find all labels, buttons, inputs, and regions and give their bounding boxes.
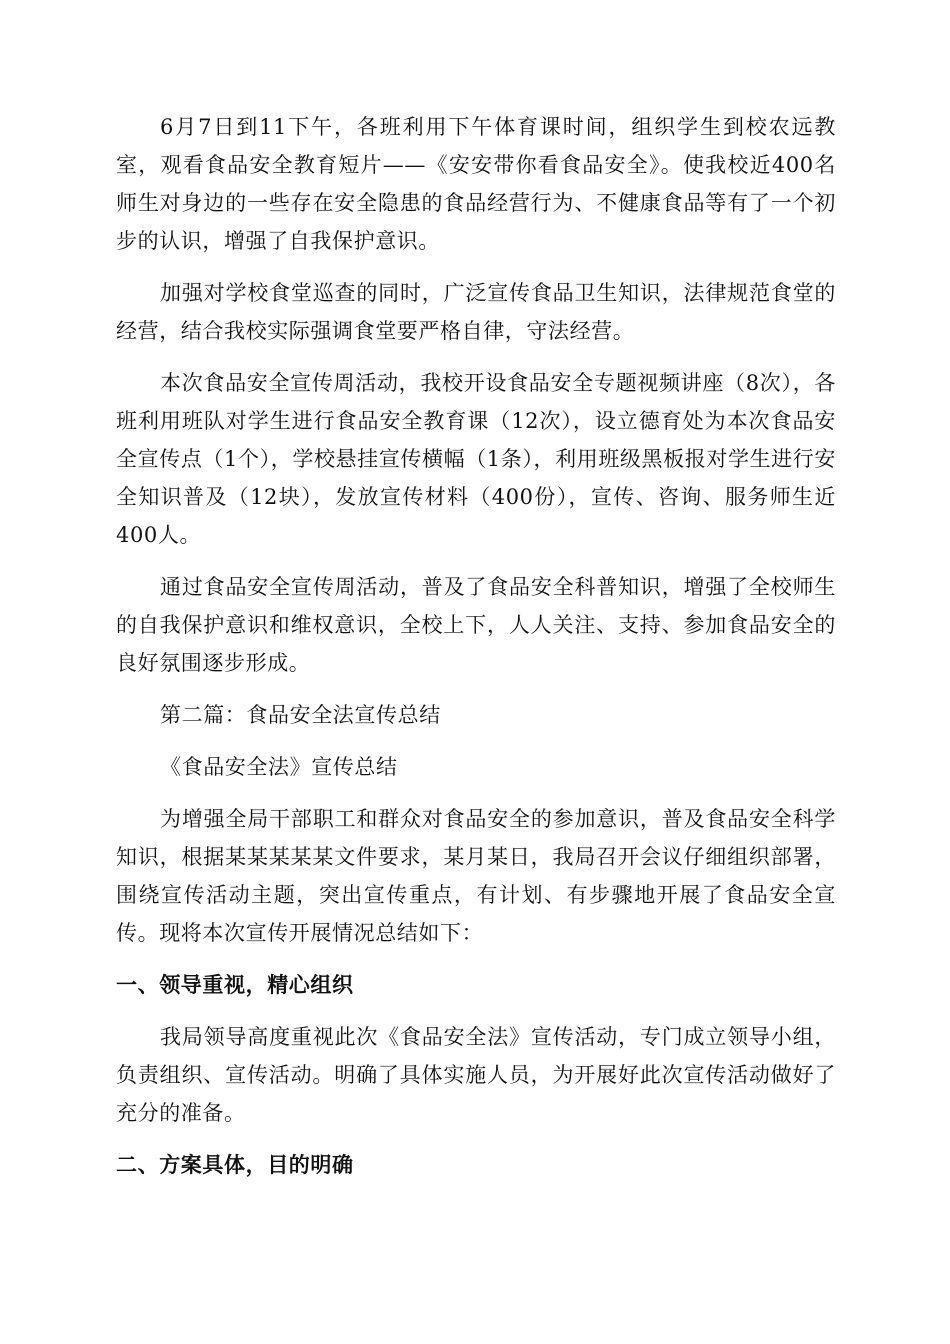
paragraph-activity-results: 通过食品安全宣传周活动，普及了食品安全科普知识，增强了全校师生的自我保护意识和维权意识，全校上下，人人关注、支持、参加食品安全的良好氛围逐步形成。: [116, 575, 836, 675]
paragraph-canteen-inspection: 加强对学校食堂巡查的同时，广泛宣传食品卫生知识，法律规范食堂的经营，结合我校实际强调食堂要严格自律，守法经营。: [116, 281, 836, 343]
document-body: [116, 108, 836, 1198]
paragraph-activity-statistics: 本次食品安全宣传周活动，我校开设食品安全专题视频讲座（8次），各班利用班队对学生进行食品安全教育课（12次），设立德育处为本次食品安全宣传点（1个），学校悬挂宣传横幅（1条），利用班级黑板报对学生进行安全知识普及（12块），发放宣传材料（400份），宣传、咨询、服务师生近400人。: [116, 371, 836, 547]
section-heading-leadership: 一、领导重视，精心组织: [116, 973, 354, 997]
paragraph-film-viewing: 6月7日到11下午，各班利用下午体育课时间，组织学生到校农远教室，观看食品安全教育短片——《安安带你看食品安全》。使我校近400名师生对身边的一些存在安全隐患的食品经营行为、不健康食品等有了一个初步的认识，增强了自我保护意识。: [116, 115, 836, 253]
section-heading-plan: 二、方案具体，目的明确: [116, 1153, 354, 1177]
paragraph-introduction: 为增强全局干部职工和群众对食品安全的参加意识，普及食品安全科学知识，根据某某某某某文件要求，某月某日，我局召开会议仔细组织部署，围绕宣传活动主题，突出宣传重点，有计划、有步骤地开展了食品安全宣传。现将本次宣传开展情况总结如下：: [116, 807, 836, 945]
chapter-title: 第二篇：食品安全法宣传总结: [160, 703, 441, 727]
paragraph-leadership: 我局领导高度重视此次《食品安全法》宣传活动，专门成立领导小组，负责组织、宣传活动。明确了具体实施人员，为开展好此次宣传活动做好了充分的准备。: [116, 1025, 836, 1125]
article-title: 《食品安全法》宣传总结: [160, 755, 398, 779]
